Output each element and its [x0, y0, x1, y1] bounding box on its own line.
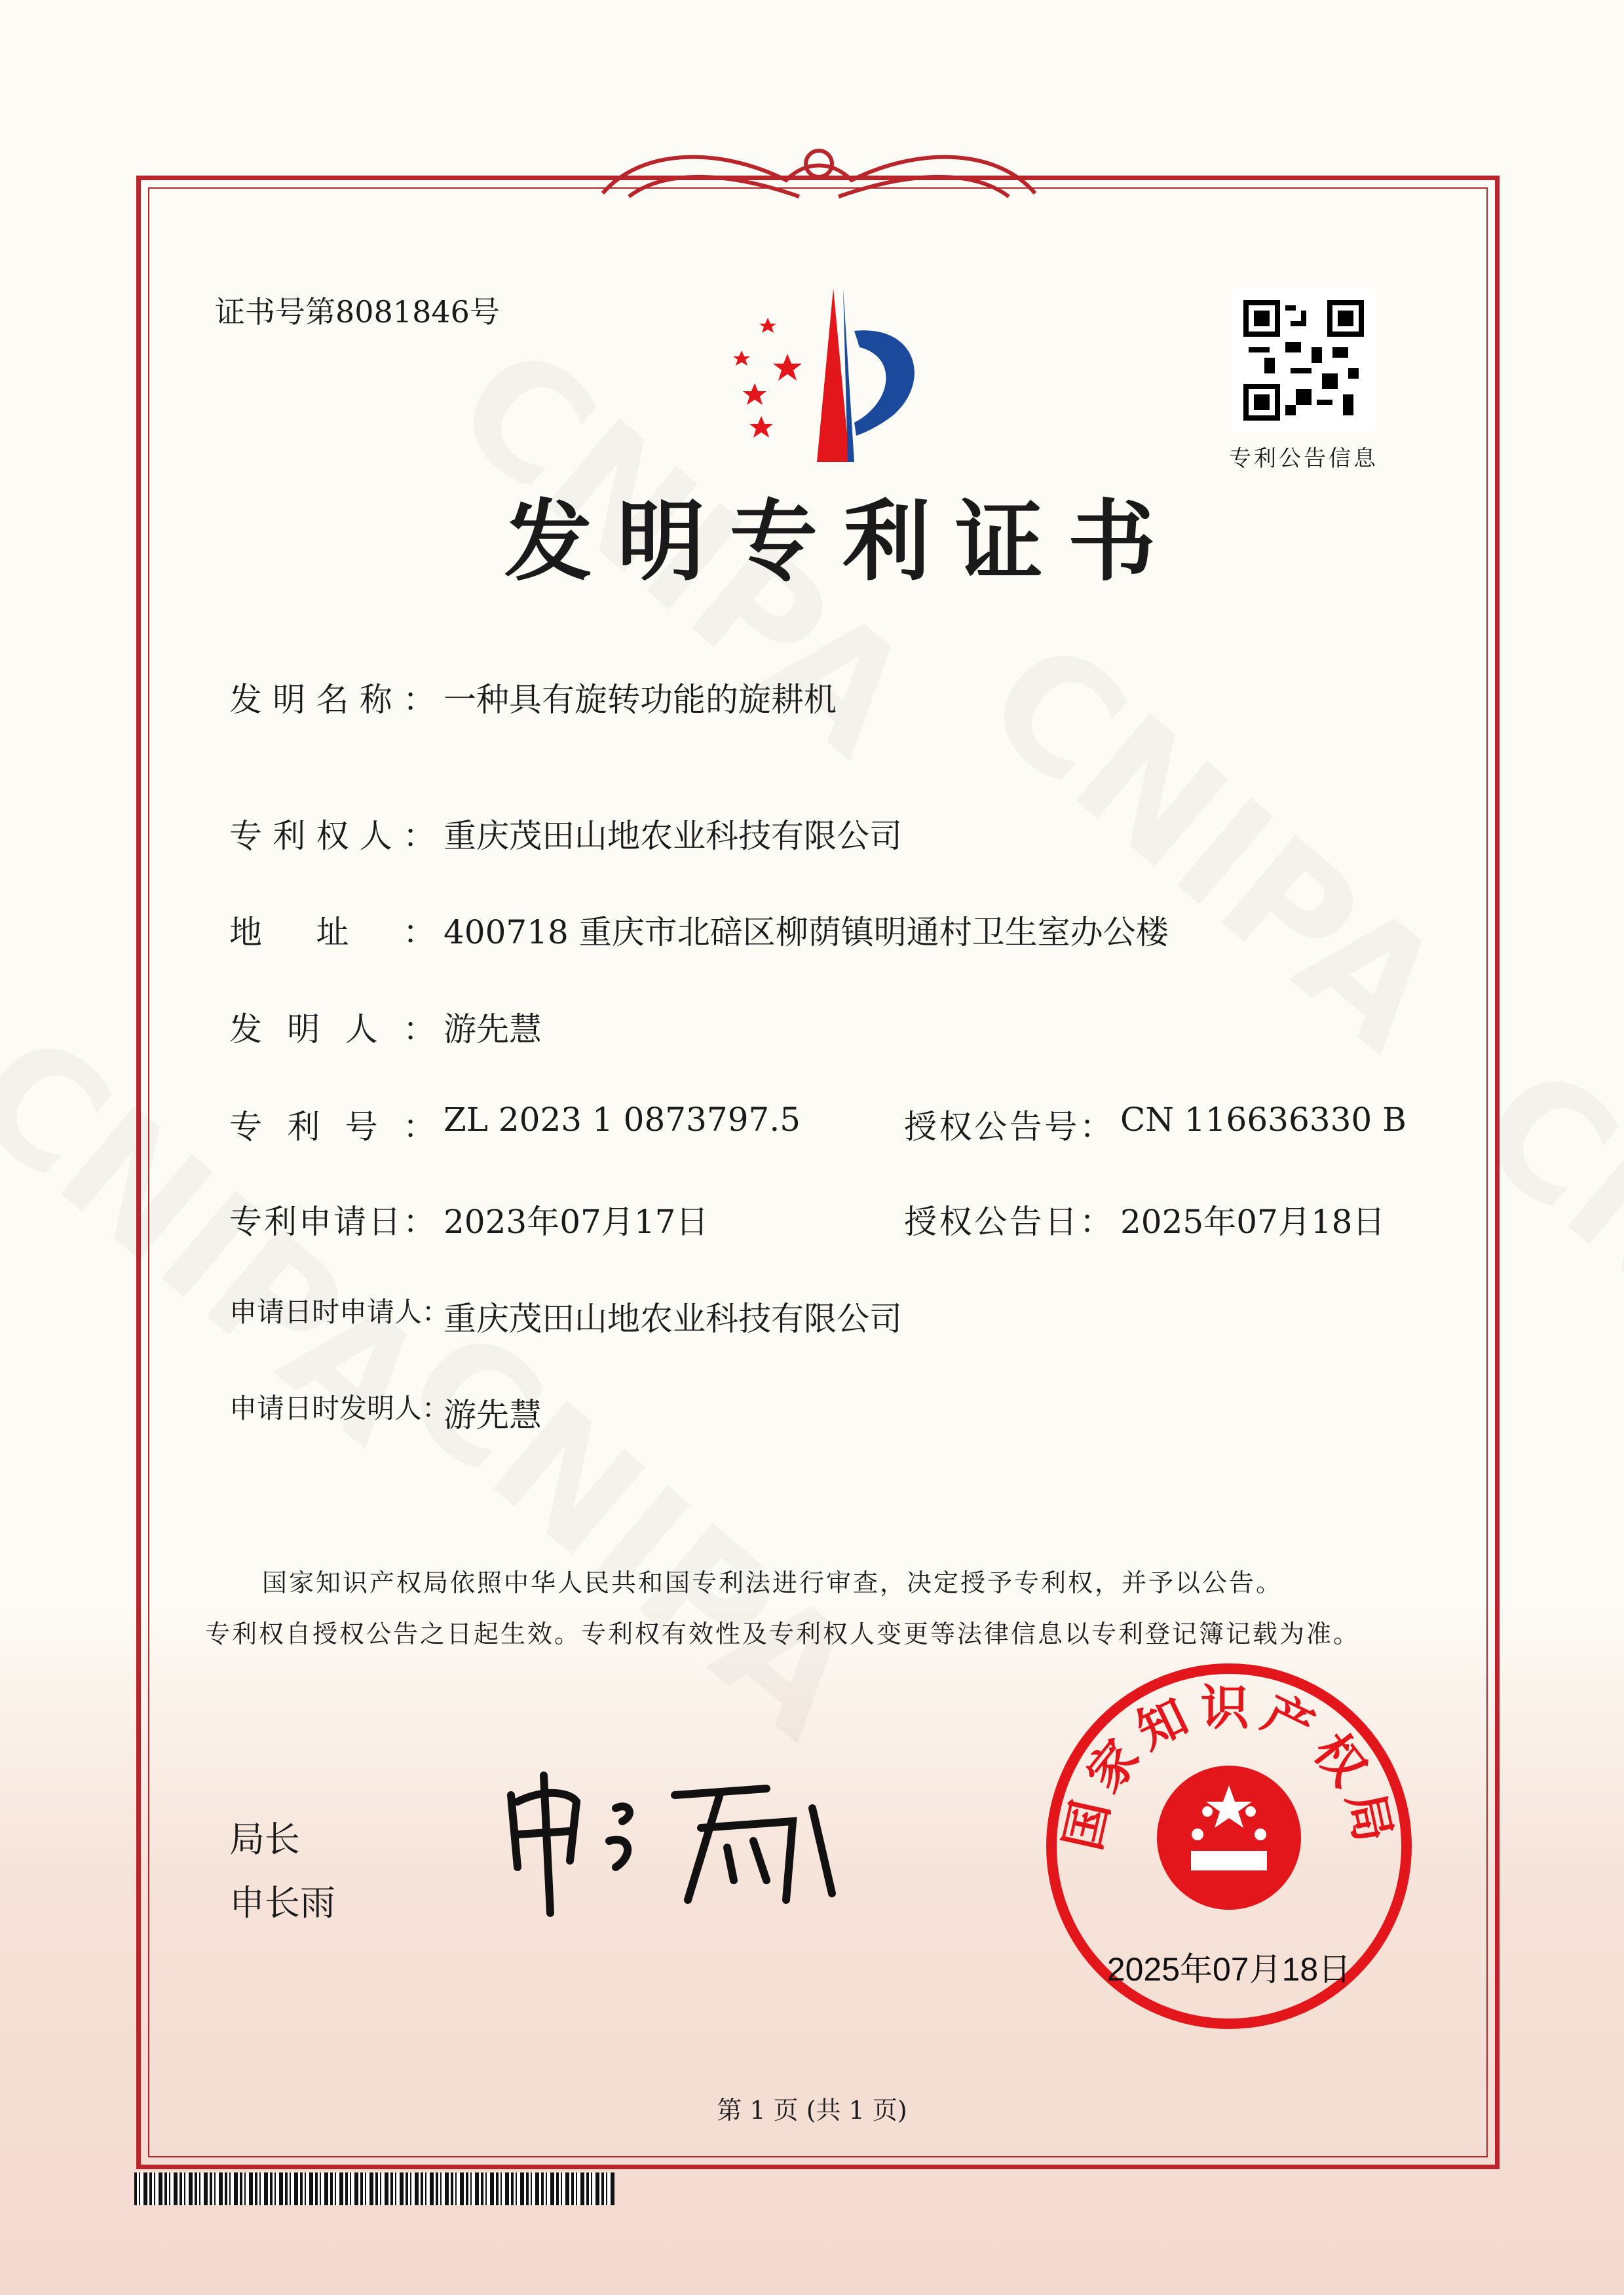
qr-code[interactable] [1232, 288, 1376, 432]
signature-image [504, 1769, 839, 1920]
field-label: 专利号： [229, 1108, 436, 1146]
field-value: CN 116636330 B [1120, 1101, 1407, 1139]
field-value: 一种具有旋转功能的旋耕机 [444, 681, 837, 719]
field-value: 游先慧 [444, 1010, 542, 1048]
field-value: 重庆茂田山地农业科技有限公司 [444, 817, 902, 855]
field-invention-name [229, 673, 837, 721]
field-label: 专利权人： [229, 817, 436, 855]
field-patentee [229, 810, 902, 857]
page-indicator: 第 1 页 (共 1 页) [717, 2096, 907, 2125]
statement-line-1: 国家知识产权局依照中华人民共和国专利法进行审查，决定授予专利权，并予以公告。 [262, 1568, 1283, 1597]
field-filing-date [229, 1196, 709, 1243]
field-value: 2025年07月18日 [1120, 1203, 1386, 1241]
top-ornament [590, 134, 1048, 213]
field-label: 发明名称： [229, 681, 436, 719]
field-value: 游先慧 [444, 1396, 542, 1434]
field-inventor-at-filing [229, 1389, 542, 1436]
field-label: 授权公告日： [904, 1203, 1112, 1241]
statement-line-2: 专利权自授权公告之日起生效。专利权有效性及专利权人变更等法律信息以专利登记簿记载为准。 [205, 1620, 1361, 1648]
signatory-title: 局长 [229, 1819, 300, 1860]
page-title: 发明专利证书 [504, 489, 1181, 593]
field-value: 400718 重庆市北碚区柳荫镇明通村卫生室办公楼 [444, 913, 1169, 951]
seal-text: 国家知识产权局 [1057, 1680, 1401, 1856]
field-label: 授权公告号： [904, 1108, 1112, 1146]
field-inventor [229, 1003, 542, 1050]
field-value: 重庆茂田山地农业科技有限公司 [444, 1300, 902, 1338]
field-applicant-at-filing [229, 1293, 902, 1340]
field-grant-pub-number [904, 1101, 1407, 1148]
field-value: 2023年07月17日 [444, 1203, 709, 1241]
field-label: 申请日时申请人： [229, 1296, 450, 1328]
field-grant-pub-date [904, 1196, 1386, 1243]
field-label: 地址： [229, 913, 436, 951]
qr-label: 专利公告信息 [1229, 446, 1378, 472]
field-patent-number [229, 1101, 801, 1148]
certificate-number: 证书号第8081846号 [215, 294, 500, 330]
signatory-name: 申长雨 [229, 1882, 335, 1924]
field-value: ZL 2023 1 0873797.5 [444, 1101, 801, 1139]
field-address [229, 906, 1169, 953]
field-label: 申请日时发明人： [229, 1392, 450, 1424]
barcode [134, 2172, 614, 2205]
field-label: 专利申请日： [229, 1203, 436, 1241]
field-label: 发明人： [229, 1010, 436, 1048]
cnipa-logo-icon [702, 285, 938, 468]
seal-date: 2025年07月18日 [1106, 1951, 1351, 1988]
